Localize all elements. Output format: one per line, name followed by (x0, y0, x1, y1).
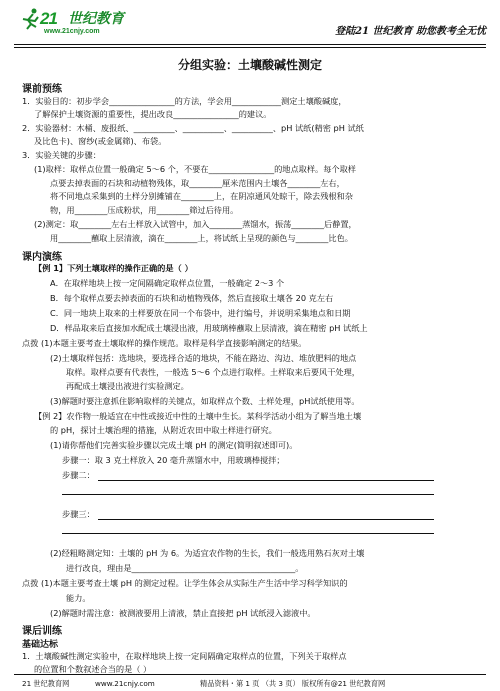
text-line: 将不同地点采集到的土样分别摊铺在________上，在阴凉通风处晾干，除去残根和杂 (50, 191, 353, 201)
text-line: 的 pH，探讨土壤治理的措施，从附近农田中取土样进行研究。 (50, 425, 277, 435)
page-title: 分组实验：土壤酸碱性测定 (177, 58, 322, 72)
subsection-basic: 基础达标 (22, 640, 59, 650)
text-line: (1)取样：取样点位置一般确定 5～6 个，不要在________________的地点取样。每个取样 (34, 164, 356, 174)
step-2: 步骤二： (62, 470, 95, 480)
section-after-class: 课后训练 (22, 626, 62, 637)
site-logo[interactable] (16, 6, 146, 40)
text-line: 进行改良，理由是________________________________________。 (66, 563, 304, 573)
footer-divider (14, 674, 486, 675)
footer-page-info: 精品资料・第 1 页 （共 3 页） 版权所有@21 世纪教育网 (200, 679, 386, 688)
footer-left: 21 世纪教育网 (22, 679, 70, 688)
text-line: 能力。 (66, 593, 91, 603)
text-line: (3)解题时要注意抓住影响取样的关键点，如取样点个数、土样处理，pH试纸使用等。 (50, 396, 360, 406)
option-c: C．同一地块上取来的土样要放在同一个布袋中，进行编号，并说明采集地点和日期 (50, 308, 351, 318)
text-line: 的位置和个数叙述合当的是（ ） (34, 664, 152, 674)
text-line: (2)土壤取样包括：选地块，要选择合适的地块，不能在路边、沟边、堆放肥料的地点 (50, 353, 357, 363)
text-line: 及比色卡)、窗纱(或金属筛)、布袋。 (34, 136, 167, 146)
text-line: 点要去掉表面的石块和动植物残体，取________厘米范围内土壤各________左右， (50, 178, 345, 188)
logo-brand: 世纪教育 (68, 11, 124, 27)
example-2: 【例 2】农作物一般适宜在中性或接近中性的土壤中生长。某科学活动小组为了解当地土壤 (34, 411, 362, 421)
text-line: (2)经粗略测定知：土壤的 pH 为 6。为适宜农作物的生长，我们一般选用熟石灰对土壤 (50, 548, 365, 558)
text-line: 3．实验关键的步骤： (22, 150, 101, 160)
footer-site-link[interactable]: www.21cnjy.com (95, 679, 155, 688)
option-a: A．在取样地块上按一定间隔确定取样点位置，一般确定 2～3 个 (50, 278, 285, 288)
logo-number: 21 (40, 9, 57, 28)
hint-1: 点拨 (1)本题主要考查土壤取样的操作规范。取样是科学直接影响测定的结果。 (22, 338, 307, 348)
option-b: B．每个取样点要去掉表面的石块和动植物残体，然后直接取土壤各 20 克左右 (50, 293, 334, 303)
text-line: 2．实验器材：木桶、废报纸、__________、__________、__________、pH 试纸(精密 pH 试纸 (22, 123, 364, 133)
answer-line[interactable] (98, 480, 434, 481)
page-header (0, 0, 500, 44)
option-d: D．样品取来后直接加水配成土壤浸出液，用玻璃棒蘸取上层清液，滴在精密 pH 试纸上 (50, 323, 368, 333)
runner-icon (20, 8, 42, 30)
answer-line[interactable] (62, 494, 434, 495)
hint-2: 点拨 (1)本题主要考查土壤 pH 的测定过程。让学生体会从实际生产生活中学习科学知识的 (22, 578, 348, 588)
text-line: 取样。取样点要有代表性，一般选 5～6 个点进行取样。土样取来后要风干处理， (66, 367, 360, 377)
example-1: 【例 1】下列土壤取样的操作正确的是（ ） (34, 263, 193, 273)
question-1: 1．土壤酸碱性测定实验中，在取样地块上按一定间隔确定取样点的位置，下列关于取样点 (22, 651, 347, 661)
section-pre-practice: 课前预练 (22, 84, 62, 95)
text-line: 1．实验目的：初步学会________________的方法，学会用____________测定土壤酸碱度， (22, 96, 347, 106)
text-line: (2)解题时需注意：被测液要用上清液，禁止直接把 pH 试纸浸入滤液中。 (50, 608, 316, 618)
text-line: 了解保护土壤资源的重要性，提出改良________________的建议。 (34, 109, 272, 119)
logo-site: www.21cnjy.com (44, 28, 100, 35)
text-line: 物，用________压成粉状，用________筛过后待用。 (50, 205, 239, 215)
step-1: 步骤一：取 3 克土样放入 20 毫升蒸馏水中，用玻璃棒搅拌； (62, 455, 285, 465)
header-divider-thin (14, 47, 486, 48)
answer-line[interactable] (98, 519, 434, 520)
text-line: 用________蘸取上层清液，滴在________上，将试纸上呈现的颜色与________比色。 (50, 233, 353, 243)
answer-line[interactable] (62, 533, 434, 534)
section-in-class: 课内演练 (22, 252, 62, 263)
text-line: (1)请你帮他们完善实验步骤以完成土壤 pH 的测定(简明叙述即可)。 (50, 440, 298, 450)
header-tagline: 登陆21 世纪教育 助您教考全无忧 (335, 26, 486, 37)
header-divider (14, 44, 486, 45)
step-3: 步骤三： (62, 509, 95, 519)
text-line: 再配成土壤浸出液进行实验测定。 (66, 381, 189, 391)
text-line: (2)测定：取________左右土样放入试管中，加入________蒸馏水，振荡________后静置， (34, 219, 357, 229)
